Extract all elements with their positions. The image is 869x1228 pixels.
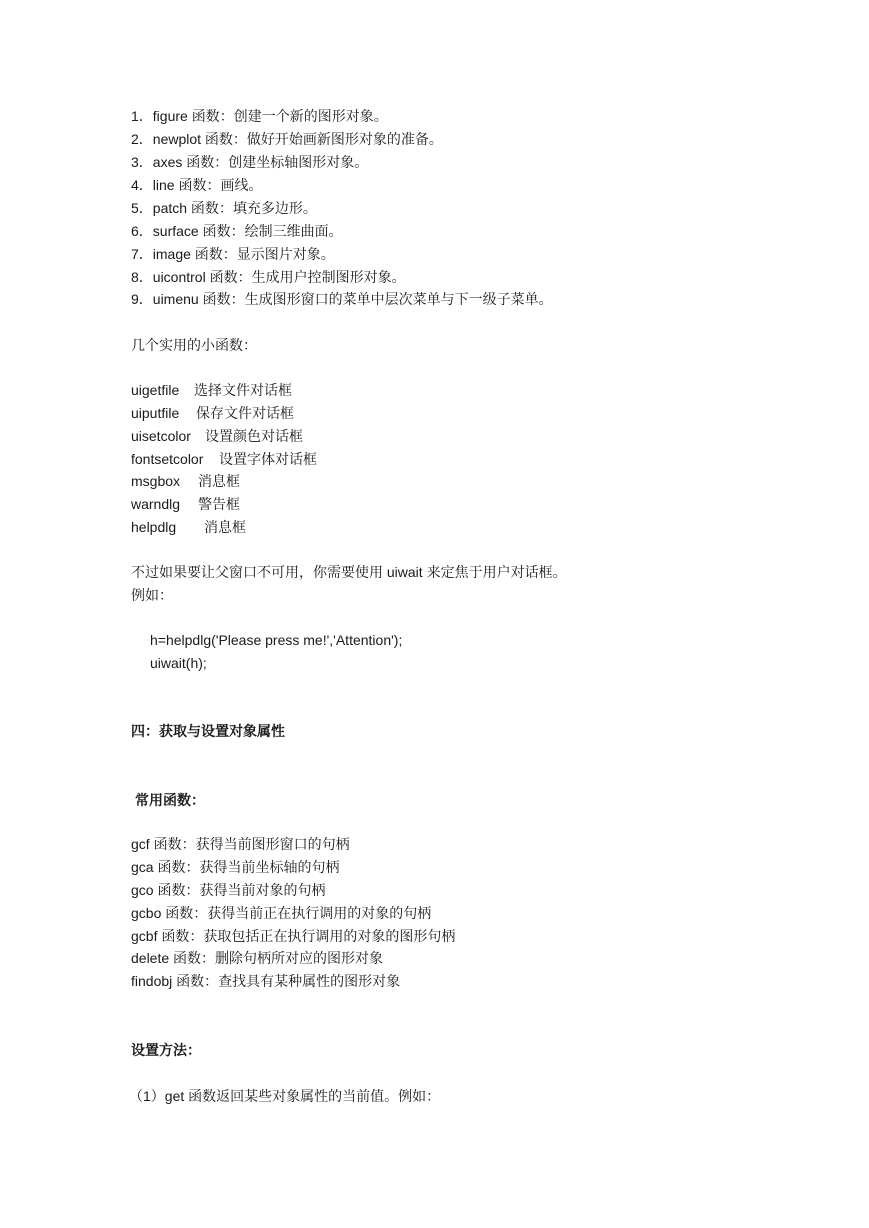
function-item: findobj 函数：查找具有某种属性的图形对象	[131, 973, 401, 989]
list-item: 8．uicontrol 函数：生成用户控制图形对象。	[131, 269, 406, 285]
list-item: 3．axes 函数：创建坐标轴图形对象。	[131, 154, 369, 170]
dialog-desc: 消息框	[204, 519, 246, 535]
dialog-row	[131, 450, 317, 468]
dialog-name: uisetcolor	[131, 428, 191, 444]
dialog-desc: 警告框	[198, 496, 240, 512]
small-functions-intro: 几个实用的小函数：	[131, 337, 257, 353]
dialog-row	[131, 495, 240, 513]
function-item: gcbo 函数：获得当前正在执行调用的对象的句柄	[131, 905, 432, 921]
dialog-name: uigetfile	[131, 382, 180, 398]
dialog-desc: 选择文件对话框	[194, 382, 292, 398]
section-heading: 四：获取与设置对象属性	[131, 723, 285, 739]
dialog-name: helpdlg	[131, 519, 177, 535]
dialog-desc: 消息框	[198, 473, 240, 489]
list-item: 6．surface 函数：绘制三维曲面。	[131, 223, 343, 239]
subsection-heading: 常用函数：	[135, 792, 205, 808]
function-item: gca 函数：获得当前坐标轴的句柄	[131, 859, 340, 875]
code-line: h=helpdlg('Please press me!','Attention');	[150, 632, 403, 648]
dialog-desc: 保存文件对话框	[196, 405, 294, 421]
list-item: 5．patch 函数：填充多边形。	[131, 200, 317, 216]
list-item: 2．newplot 函数：做好开始画新图形对象的准备。	[131, 131, 443, 147]
dialog-row	[131, 472, 240, 490]
code-line: uiwait(h);	[150, 655, 207, 671]
list-item: 4．line 函数：画线。	[131, 177, 263, 193]
function-item: gcbf 函数：获取包括正在执行调用的对象的图形句柄	[131, 928, 456, 944]
function-item: gco 函数：获得当前对象的句柄	[131, 882, 326, 898]
subsection-heading: 设置方法：	[131, 1042, 201, 1058]
dialog-name: uiputfile	[131, 405, 180, 421]
list-item: 7．image 函数：显示图片对象。	[131, 246, 335, 262]
dialog-row	[131, 518, 246, 536]
dialog-row	[131, 381, 292, 399]
dialog-desc: 设置颜色对话框	[205, 428, 303, 444]
function-item: delete 函数：删除句柄所对应的图形对象	[131, 950, 384, 966]
dialog-name: fontsetcolor	[131, 451, 204, 467]
list-item: 1．figure 函数：创建一个新的图形对象。	[131, 108, 388, 124]
dialog-row	[131, 427, 303, 445]
dialog-desc: 设置字体对话框	[219, 451, 317, 467]
dialog-name: warndlg	[131, 496, 181, 512]
function-item: gcf 函数：获得当前图形窗口的句柄	[131, 836, 350, 852]
list-item: 9．uimenu 函数：生成图形窗口的菜单中层次菜单与下一级子菜单。	[131, 291, 553, 307]
example-label: 例如：	[131, 587, 173, 603]
uiwait-note: 不过如果要让父窗口不可用，你需要使用 uiwait 来定焦于用户对话框。	[131, 564, 567, 580]
dialog-row	[131, 404, 294, 422]
dialog-name: msgbox	[131, 473, 181, 489]
get-note: （1）get 函数返回某些对象属性的当前值。例如：	[129, 1088, 441, 1104]
